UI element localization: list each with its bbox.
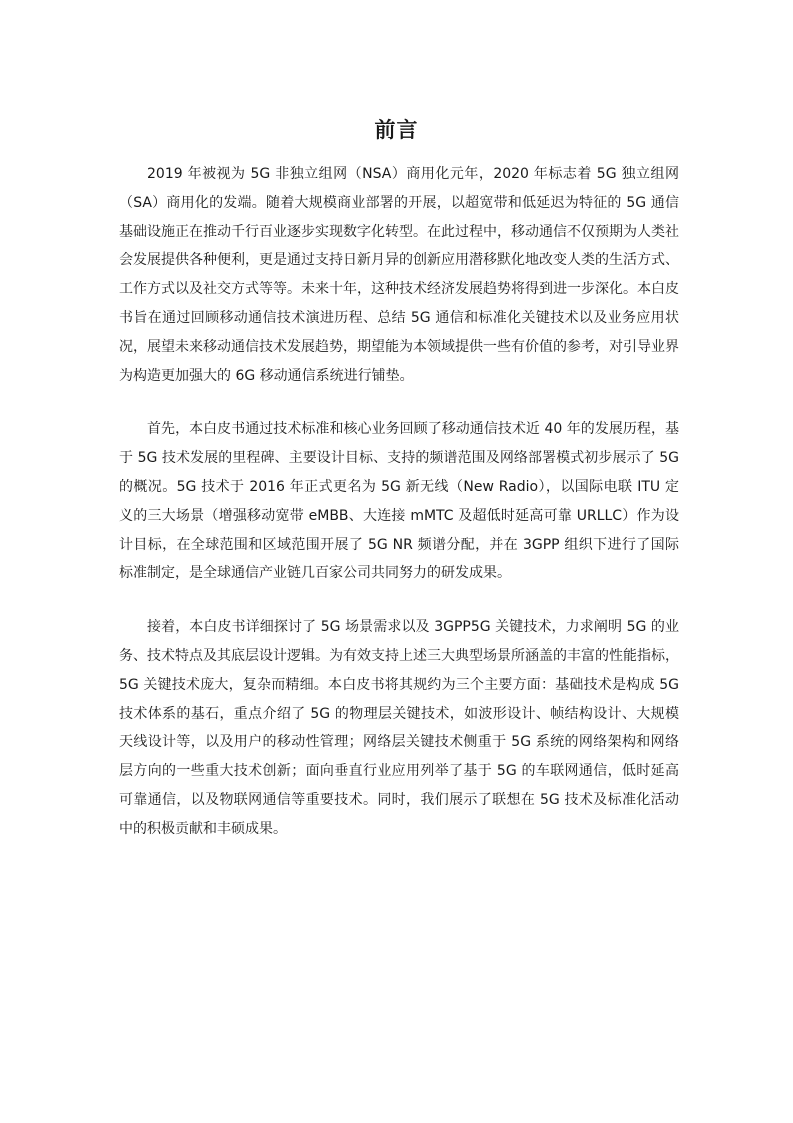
paragraph-intro: 2019 年被视为 5G 非独立组网（NSA）商用化元年，2020 年标志着 5G 独立组网（SA）商用化的发端。随着大规模商业部署的开展，以超宽带和低延迟为特征的 5G 通信基础设施正在推动千行百业逐步实现数字化转型。在此过程中，移动通信不仅预期为人类社会发展提供各种便利，更是通过支持日新月异的创新应用潜移默化地改变人类的生活方式、工作方式以及社交方式等等。未来十年，这种技术经济发展趋势将得到进一步深化。本白皮书旨在通过回顾移动通信技术演进历程、总结 5G 通信和标准化关键技术以及业务应用状况，展望未来移动通信技术发展趋势，期望能为本领域提供一些有价值的参考，对引导业界为构造更加强大的 6G 移动通信系统进行铺垫。 [119,166,679,384]
page-title: 前言 [374,118,419,143]
paragraph-key-technologies: 接着，本白皮书详细探讨了 5G 场景需求以及 3GPP5G 关键技术，力求阐明 5G 的业务、技术特点及其底层设计逻辑。为有效支持上述三大典型场景所涵盖的丰富的性能指标，5G 关键技术庞大，复杂而精细。本白皮书将其规约为三个主要方面：基础技术是构成 5G 技术体系的基石，重点介绍了 5G 的物理层关键技术，如波形设计、帧结构设计、大规模天线设计等，以及用户的移动性管理；网络层关键技术侧重于 5G 系统的网络架构和网络层方向的一些重大技术创新；面向垂直行业应用列举了基于 5G 的车联网通信，低时延高可靠通信，以及物联网通信等重要技术。同时，我们展示了联想在 5G 技术及标准化活动中的积极贡献和丰硕成果。 [119,619,679,837]
document-body [119,160,679,869]
paragraph-history: 首先，本白皮书通过技术标准和核心业务回顾了移动通信技术近 40 年的发展历程，基于 5G 技术发展的里程碑、主要设计目标、支持的频谱范围及网络部署模式初步展示了 5G 的概况。5G 技术于 2016 年正式更名为 5G 新无线（New Radio），以国际电联 ITU 定义的三大场景（增强移动宽带 eMBB、大连接 mMTC 及超低时延高可靠 URLLC）作为设计目标，在全球范围和区域范围开展了 5G NR 频谱分配，并在 3GPP 组织下进行了国际标准制定，是全球通信产业链几百家公司共同努力的研发成果。 [119,421,679,582]
